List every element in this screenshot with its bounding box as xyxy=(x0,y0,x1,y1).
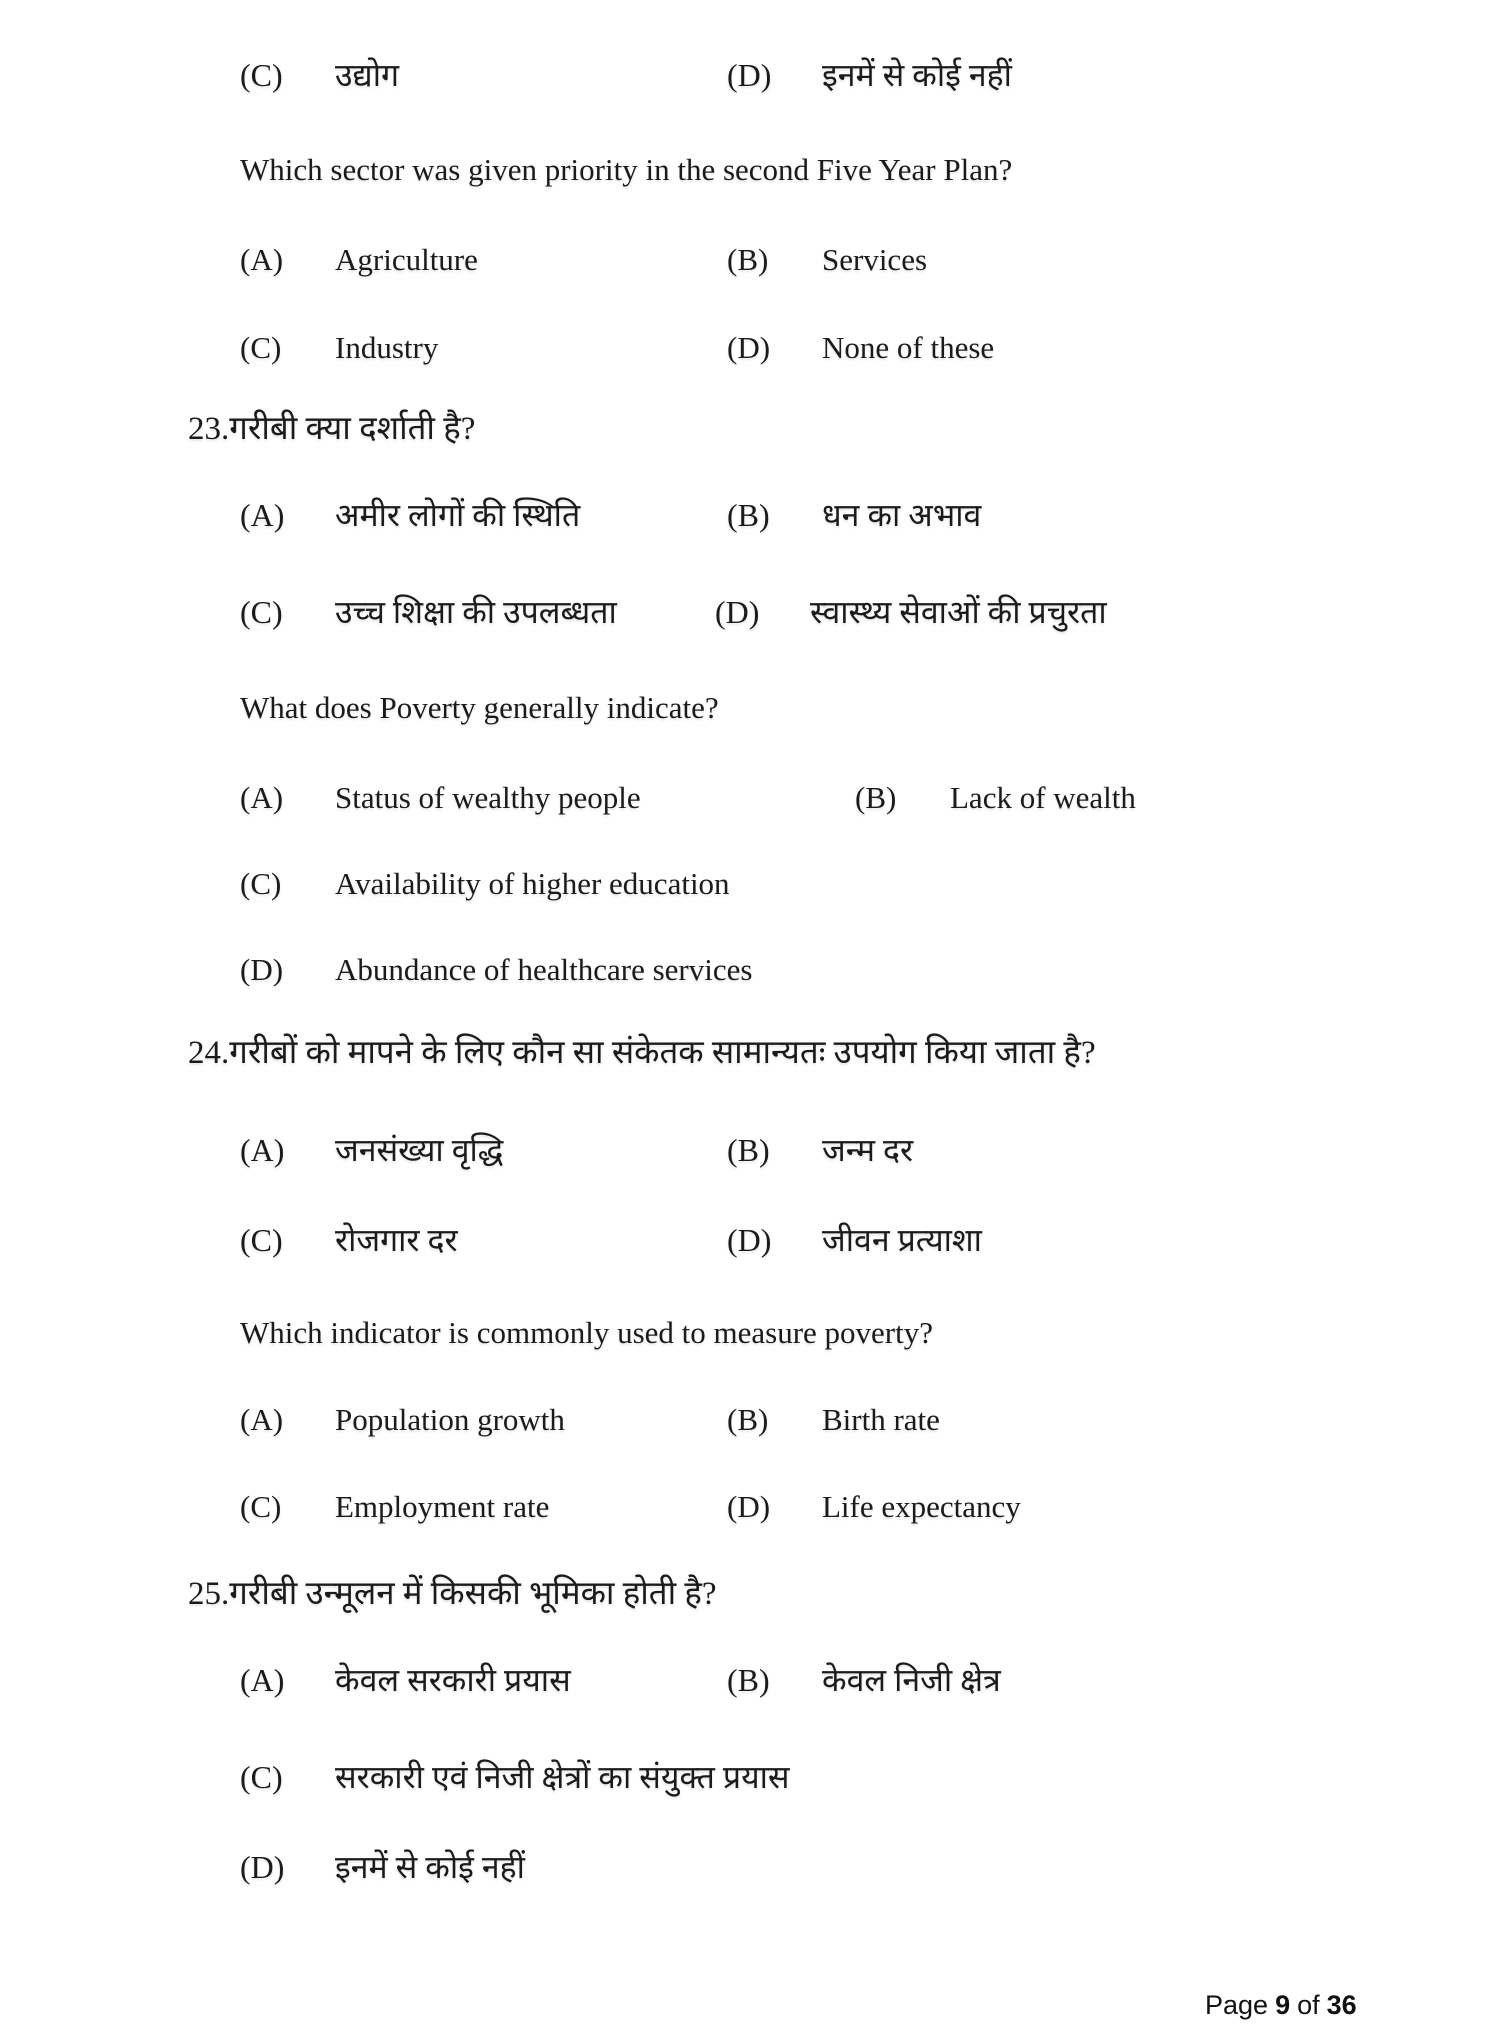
options-row xyxy=(240,328,994,368)
q24-option-d-hindi xyxy=(727,1220,982,1262)
q23-option-a-hindi xyxy=(240,495,727,537)
option-b-label: (B) xyxy=(727,1662,770,1698)
option-a-label: (A) xyxy=(240,1662,285,1698)
option-c-label: (C) xyxy=(240,57,283,93)
option-a-text: अमीर लोगों की स्थिति xyxy=(335,497,581,533)
options-row xyxy=(240,240,927,280)
option-b-label: (B) xyxy=(727,242,769,277)
options-row xyxy=(240,950,752,990)
option-a-label: (A) xyxy=(240,1402,284,1437)
option-a-label: (A) xyxy=(240,1132,285,1168)
option-d-label: (D) xyxy=(727,57,772,93)
option-d-label: (D) xyxy=(727,1489,771,1524)
option-d-label: (D) xyxy=(727,330,771,365)
q25-option-c-hindi xyxy=(240,1757,790,1799)
option-d-text: स्वास्थ्य सेवाओं की प्रचुरता xyxy=(810,594,1107,630)
q22-option-b-english xyxy=(727,240,927,280)
options-row xyxy=(240,1757,790,1799)
q24-option-c-hindi xyxy=(240,1220,727,1262)
q24-hindi-text: गरीबों को मापने के लिए कौन सा संकेतक सामान्यतः उपयोग किया जाता है? xyxy=(229,1035,1096,1071)
page-footer xyxy=(1205,1990,1357,2021)
q25-hindi-text: गरीबी उन्मूलन में किसकी भूमिका होती है? xyxy=(229,1576,717,1612)
q24-option-a-english xyxy=(240,1400,727,1440)
q22-option-a-english xyxy=(240,240,727,280)
option-c-label: (C) xyxy=(240,330,282,365)
option-b-label: (B) xyxy=(855,780,897,815)
option-d-label: (D) xyxy=(240,1849,285,1885)
options-row xyxy=(240,864,730,904)
q23-option-b-english xyxy=(855,778,1136,818)
option-d-text: जीवन प्रत्याशा xyxy=(822,1222,982,1258)
option-b-label: (B) xyxy=(727,497,770,533)
option-d-label: (D) xyxy=(240,952,284,987)
option-a-label: (A) xyxy=(240,242,284,277)
option-b-text: केवल निजी क्षेत्र xyxy=(822,1662,1001,1698)
option-a-text: Status of wealthy people xyxy=(335,780,641,815)
option-c-text: रोजगार दर xyxy=(335,1222,458,1258)
q24-option-c-english xyxy=(240,1487,727,1527)
options-row xyxy=(240,1130,913,1172)
q24-question-english: Which indicator is commonly used to measure poverty? xyxy=(240,1315,934,1350)
q23-hindi-text: गरीबी क्या दर्शाती है? xyxy=(229,411,476,447)
q23-option-c-hindi xyxy=(240,592,715,634)
option-b-text: Lack of wealth xyxy=(950,780,1136,815)
q22-option-d-english xyxy=(727,328,994,368)
q22-option-c-english xyxy=(240,328,727,368)
options-row xyxy=(240,1847,525,1889)
option-d-label: (D) xyxy=(715,594,760,630)
options-row xyxy=(240,1400,940,1440)
option-d-text: None of these xyxy=(822,330,995,365)
option-a-text: Agriculture xyxy=(335,242,478,277)
options-row xyxy=(240,592,1107,634)
of-word: of xyxy=(1297,1990,1320,2020)
options-row xyxy=(240,1487,1021,1527)
q25-number: 25. xyxy=(188,1576,230,1612)
option-b-text: Birth rate xyxy=(822,1402,940,1437)
q23-option-d-hindi xyxy=(715,592,1107,634)
options-row xyxy=(240,778,1136,818)
option-b-text: Services xyxy=(822,242,928,277)
option-c-label: (C) xyxy=(240,1222,283,1258)
option-d-text: Abundance of healthcare services xyxy=(335,952,753,987)
q24-number: 24. xyxy=(188,1035,230,1071)
q23-number: 23. xyxy=(188,411,230,447)
option-c-text: सरकारी एवं निजी क्षेत्रों का संयुक्त प्रयास xyxy=(335,1759,790,1795)
q24-option-a-hindi xyxy=(240,1130,727,1172)
option-a-label: (A) xyxy=(240,497,285,533)
option-c-label: (C) xyxy=(240,1489,282,1524)
option-b-text: जन्म दर xyxy=(822,1132,914,1168)
option-a-text: Population growth xyxy=(335,1402,565,1437)
option-a-text: जनसंख्या वृद्धि xyxy=(335,1132,504,1168)
option-d-text: इनमें से कोई नहीं xyxy=(335,1849,525,1885)
q25-option-a-hindi xyxy=(240,1660,727,1702)
q25-option-b-hindi xyxy=(727,1660,1001,1702)
options-row xyxy=(240,55,1012,97)
option-d-label: (D) xyxy=(727,1222,772,1258)
q23-option-b-hindi xyxy=(727,495,981,537)
q23-option-a-english xyxy=(240,778,855,818)
page-word: Page xyxy=(1205,1990,1269,2020)
q22-question-english: Which sector was given priority in the second Five Year Plan? xyxy=(240,152,1013,187)
option-c-label: (C) xyxy=(240,866,282,901)
option-a-label: (A) xyxy=(240,780,284,815)
page-number: 9 xyxy=(1275,1990,1291,2020)
option-b-text: धन का अभाव xyxy=(822,497,982,533)
option-c-label: (C) xyxy=(240,594,283,630)
option-c-label: (C) xyxy=(240,1759,283,1795)
options-row xyxy=(240,1220,982,1262)
q24-option-b-english xyxy=(727,1400,940,1440)
option-c-text: Availability of higher education xyxy=(335,866,730,901)
option-b-label: (B) xyxy=(727,1132,770,1168)
q24-question-hindi xyxy=(188,1032,1096,1075)
q22-option-d-hindi xyxy=(727,55,1012,97)
q25-question-hindi xyxy=(188,1573,717,1616)
q24-option-d-english xyxy=(727,1487,1021,1527)
q23-option-d-english xyxy=(240,950,752,990)
option-d-text: इनमें से कोई नहीं xyxy=(822,57,1012,93)
q23-question-english: What does Poverty generally indicate? xyxy=(240,690,719,725)
q23-option-c-english xyxy=(240,864,730,904)
options-row xyxy=(240,495,981,537)
option-c-text: उच्च शिक्षा की उपलब्धता xyxy=(335,594,617,630)
q25-option-d-hindi xyxy=(240,1847,525,1889)
option-a-text: केवल सरकारी प्रयास xyxy=(335,1662,571,1698)
total-pages: 36 xyxy=(1326,1990,1357,2020)
option-c-text: Employment rate xyxy=(335,1489,550,1524)
option-d-text: Life expectancy xyxy=(822,1489,1021,1524)
option-c-text: Industry xyxy=(335,330,439,365)
q23-question-hindi xyxy=(188,408,475,451)
q24-option-b-hindi xyxy=(727,1130,913,1172)
q22-option-c-hindi xyxy=(240,55,727,97)
option-b-label: (B) xyxy=(727,1402,769,1437)
options-row xyxy=(240,1660,1001,1702)
option-c-text: उद्योग xyxy=(335,57,400,93)
